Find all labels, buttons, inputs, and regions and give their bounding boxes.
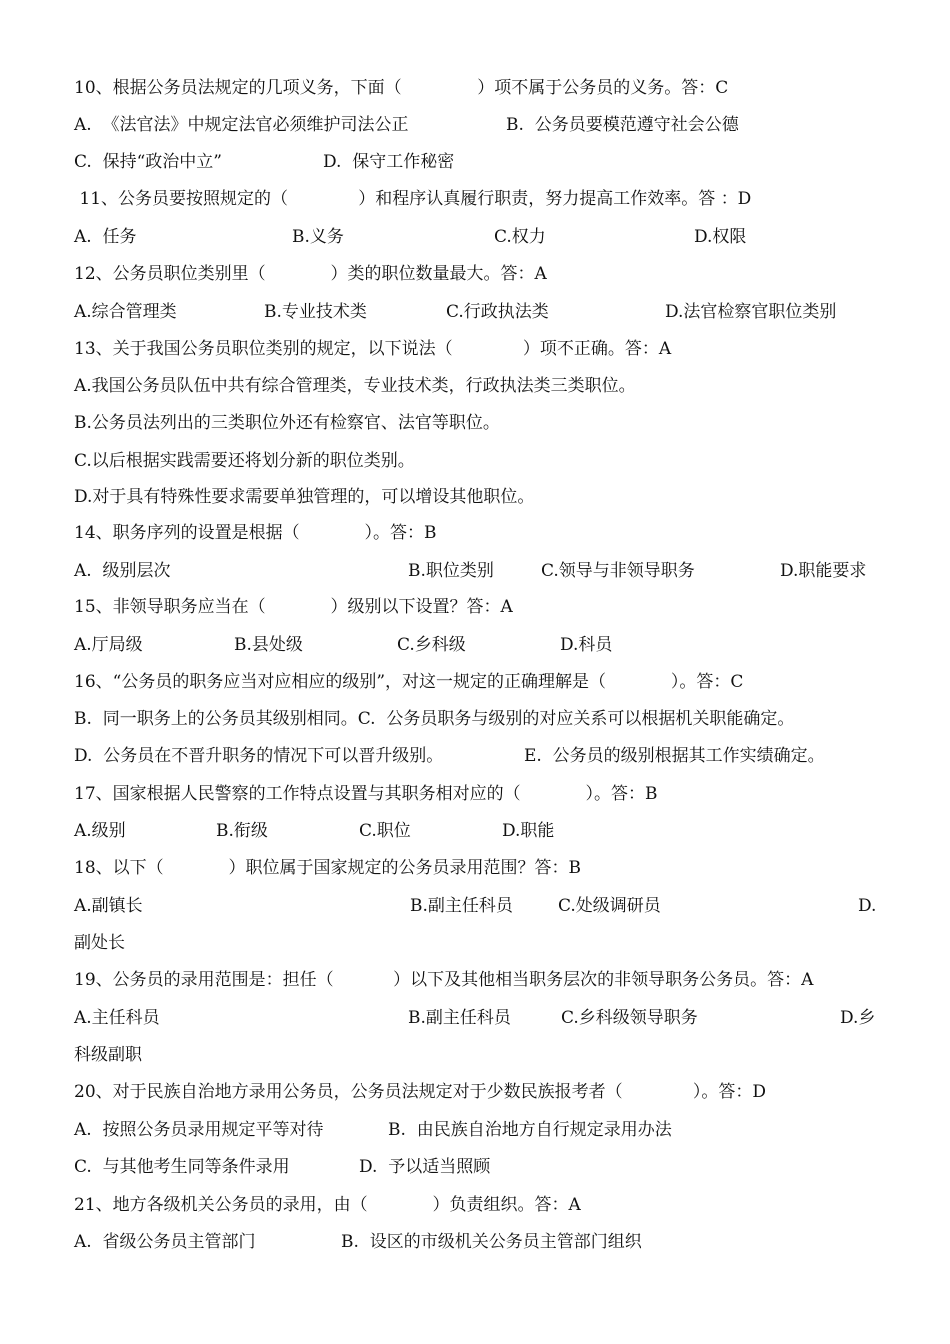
- option-a: A. 按照公务员录用规定平等对待: [74, 1120, 324, 1140]
- question-18: 18、以下（ ）职位属于国家规定的公务员录用范围？答：B: [74, 858, 581, 878]
- question-13-option-c: C.以后根据实践需要还将划分新的职位类别。: [74, 451, 415, 471]
- option-a: A. 省级公务员主管部门: [74, 1232, 256, 1252]
- option-d: D. 予以适当照顾: [359, 1157, 491, 1177]
- option-d: D.科员: [560, 635, 613, 655]
- question-19: 19、公务员的录用范围是：担任（ ）以下及其他相当职务层次的非领导职务公务员。答：A: [74, 970, 814, 990]
- option-b: B.衔级: [216, 821, 268, 841]
- option-c: C.处级调研员: [558, 896, 661, 916]
- question-21: 21、地方各级机关公务员的录用，由（ ）负责组织。答：A: [74, 1195, 581, 1215]
- option-b: B.专业技术类: [264, 302, 367, 322]
- option-d: D. 保守工作秘密: [323, 152, 455, 172]
- question-14: 14、职务序列的设置是根据（ ）。答：B: [74, 523, 437, 543]
- option-b: B.副主任科员: [408, 1008, 511, 1028]
- option-b: B.职位类别: [408, 561, 494, 581]
- question-15: 15、非领导职务应当在（ ）级别以下设置？答：A: [74, 597, 513, 617]
- option-b: B. 由民族自治地方自行规定录用办法: [388, 1120, 672, 1140]
- option-e: E. 公务员的级别根据其工作实绩确定。: [524, 746, 825, 766]
- option-a: A.主任科员: [74, 1008, 160, 1028]
- option-a: A.副镇长: [74, 896, 143, 916]
- option-d: D.职能要求: [780, 561, 867, 581]
- option-d: D.权限: [694, 227, 747, 247]
- option-d: D.乡: [840, 1008, 876, 1028]
- option-c: C.权力: [494, 227, 546, 247]
- option-a: A.厅局级: [74, 635, 143, 655]
- question-12: 12、公务员职位类别里（ ）类的职位数量最大。答：A: [74, 264, 547, 284]
- question-17: 17、国家根据人民警察的工作特点设置与其职务相对应的（ ）。答：B: [74, 784, 658, 804]
- question-18-option-d-wrap: 副处长: [74, 933, 125, 953]
- option-b: B.县处级: [234, 635, 303, 655]
- option-d: D.: [858, 896, 877, 916]
- question-19-option-d-wrap: 科级副职: [74, 1045, 142, 1065]
- option-c: C.行政执法类: [446, 302, 549, 322]
- option-c: C. 与其他考生同等条件录用: [74, 1157, 290, 1177]
- option-d: D. 公务员在不晋升职务的情况下可以晋升级别。: [74, 746, 444, 766]
- option-a: A.级别: [74, 821, 126, 841]
- option-b: B. 设区的市级机关公务员主管部门组织: [341, 1232, 642, 1252]
- option-a: A.综合管理类: [74, 302, 177, 322]
- question-21-options-ab: [74, 1231, 642, 1319]
- option-c: C.职位: [359, 821, 411, 841]
- question-13-option-a: A.我国公务员队伍中共有综合管理类，专业技术类，行政执法类三类职位。: [74, 376, 636, 396]
- option-c: C.乡科级: [397, 635, 466, 655]
- question-13: 13、关于我国公务员职位类别的规定，以下说法（ ）项不正确。答：A: [74, 339, 672, 359]
- question-20: 20、对于民族自治地方录用公务员，公务员法规定对于少数民族报考者（ ）。答：D: [74, 1082, 767, 1102]
- option-b: B.义务: [292, 227, 344, 247]
- option-a: A. 《法官法》中规定法官必须维护司法公正: [74, 115, 409, 135]
- option-b: B.副主任科员: [410, 896, 513, 916]
- option-b: B. 公务员要模范遵守社会公德: [506, 115, 739, 135]
- option-d: D.法官检察官职位类别: [665, 302, 837, 322]
- option-c: C. 保持“政治中立”: [74, 152, 222, 172]
- question-13-option-b: B.公务员法列出的三类职位外还有检察官、法官等职位。: [74, 413, 500, 433]
- question-13-option-d: D.对于具有特殊性要求需要单独管理的，可以增设其他职位。: [74, 487, 535, 507]
- option-a: A. 级别层次: [74, 561, 171, 581]
- option-d: D.职能: [502, 821, 555, 841]
- option-c: C.领导与非领导职务: [541, 561, 695, 581]
- option-a: A. 任务: [74, 227, 137, 247]
- question-16: 16、“公务员的职务应当对应相应的级别”，对这一规定的正确理解是（ ）。答：C: [74, 672, 744, 692]
- question-10: 10、根据公务员法规定的几项义务，下面（ ）项不属于公务员的义务。答：C: [74, 78, 729, 98]
- question-11: 11、公务员要按照规定的（ ）和程序认真履行职责，努力提高工作效率。答 ：D: [74, 189, 752, 209]
- option-c: C.乡科级领导职务: [561, 1008, 698, 1028]
- option-b-c: B. 同一职务上的公务员其级别相同。C. 公务员职务与级别的对应关系可以根据机关职能确定。: [74, 709, 795, 729]
